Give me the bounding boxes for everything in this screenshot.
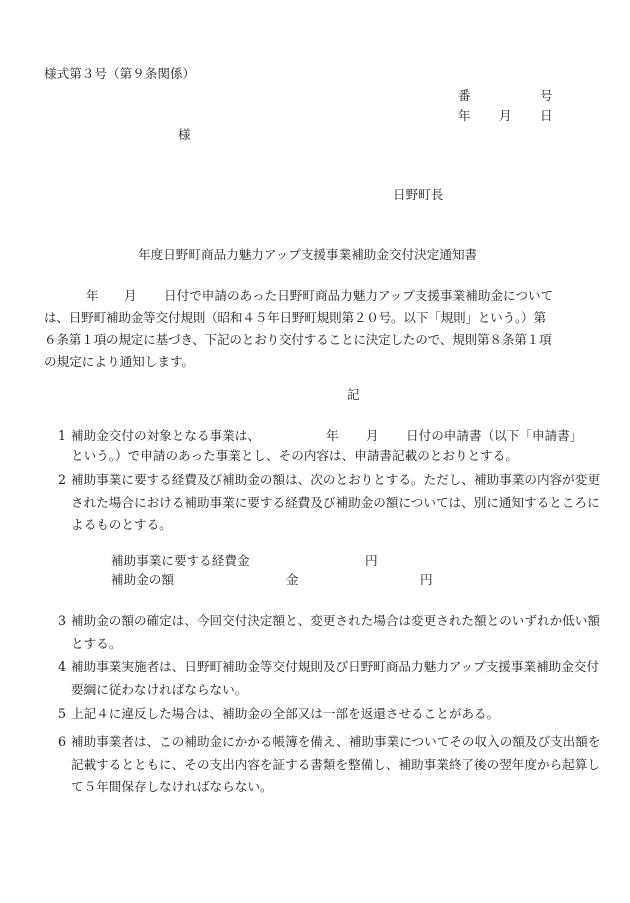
intro-month: 月 bbox=[124, 288, 137, 303]
item-text: 補助事業実施者は、日野町補助金等交付規則及び日野町商品力魅力アップ支援事業補助金交付要綱に従わなければならない。 bbox=[71, 659, 600, 697]
item-number: 1 bbox=[58, 428, 67, 443]
cost-unit-2: 円 bbox=[420, 572, 433, 587]
list-item-3 bbox=[58, 610, 602, 655]
item-number: 5 bbox=[58, 706, 67, 721]
item-text: 上記４に違反した場合は、補助金の全部又は一部を返還させることがある。 bbox=[71, 706, 500, 721]
number-suffix: 号 bbox=[540, 88, 553, 103]
cost-label-1: 補助事業に要する経費金 bbox=[111, 553, 250, 568]
item-text: 補助金の額の確定は、今回交付決定額と、変更された場合は変更された額とのいずれか低い額とする。 bbox=[71, 613, 600, 651]
list-item-6 bbox=[58, 731, 602, 799]
intro-rest: 日付で申請のあった日野町商品力魅力アップ支援事業補助金について bbox=[164, 288, 554, 303]
intro-line-2: は、日野町補助金等交付規則（昭和４５年日野町規則第２０号。以下「規則」という。）第 bbox=[44, 310, 546, 325]
item1-text-b: 日付の申請書（以下「申請書」 bbox=[406, 428, 583, 443]
item-number: 6 bbox=[58, 734, 67, 749]
addressee-suffix: 様 bbox=[178, 127, 191, 142]
cost-unit-1: 円 bbox=[365, 553, 378, 568]
item1-text-a: 補助金交付の対象となる事業は、 bbox=[71, 428, 260, 443]
intro-line-3: ６条第１項の規定に基づき、下記のとおり交付することに決定したので、規則第８条第１項 bbox=[44, 332, 552, 347]
cost-label-2: 補助金の額 bbox=[111, 572, 174, 587]
date-day: 日 bbox=[540, 108, 553, 123]
intro-line-4: の規定により通知します。 bbox=[44, 354, 195, 369]
item-text: 補助事業者は、この補助金にかかる帳簿を備え、補助事業についてその収入の額及び支出額を記載するとともに、その支出内容を証する書類を整備し、補助事業終了後の翌年度から起算して５年間保存しなければならない。 bbox=[71, 734, 601, 794]
sender: 日野町長 bbox=[393, 187, 444, 202]
date-month: 月 bbox=[499, 108, 512, 123]
list-item-2 bbox=[58, 469, 602, 537]
document-title: 年度日野町商品力魅力アップ支援事業補助金交付決定通知書 bbox=[138, 247, 478, 262]
date-year: 年 bbox=[458, 108, 471, 123]
list-item-1 bbox=[58, 428, 583, 443]
item-number: 3 bbox=[58, 613, 67, 628]
intro-year: 年 bbox=[86, 288, 99, 303]
item-number: 2 bbox=[58, 472, 67, 487]
item1-line-2: という。）で申請のあった事業とし、その内容は、申請書記載のとおりとする。 bbox=[71, 448, 518, 463]
form-label: 様式第３号（第９条関係） bbox=[44, 66, 196, 81]
ki-heading: 記 bbox=[347, 387, 360, 402]
item1-month: 月 bbox=[366, 428, 379, 443]
item1-year: 年 bbox=[326, 428, 339, 443]
item-text: 補助事業に要する経費及び補助金の額は、次のとおりとする。ただし、補助事業の内容が変更された場合における補助事業に要する経費及び補助金の額については、別に通知するところによるものとする。 bbox=[71, 472, 600, 532]
number-label: 番 bbox=[458, 88, 471, 103]
list-item-5 bbox=[58, 703, 602, 726]
list-item-4 bbox=[58, 656, 602, 701]
cost-kin-2: 金 bbox=[286, 572, 299, 587]
item-number: 4 bbox=[58, 659, 67, 674]
